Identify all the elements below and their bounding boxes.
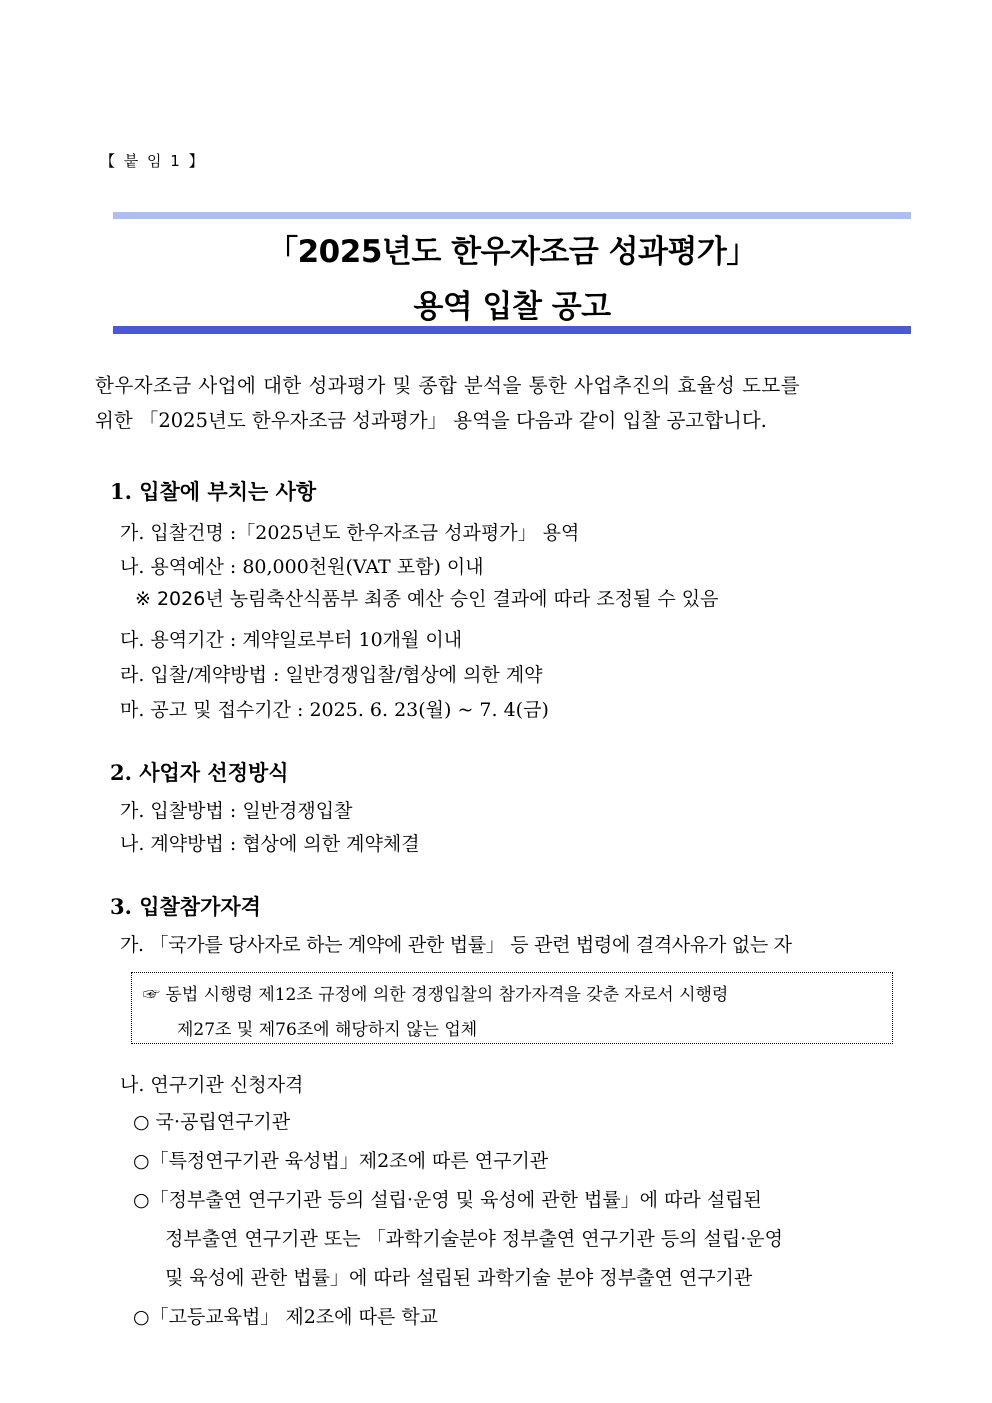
list-item: ○「특정연구기관 육성법」제2조에 따른 연구기관 — [133, 1150, 549, 1172]
list-item: ○ 국·공립연구기관 — [133, 1111, 291, 1133]
intro-line1: 한우자조금 사업에 대한 성과평가 및 종합 분석을 통한 사업추진의 효율성 도모를 — [95, 374, 801, 397]
section3-heading: 3. 입찰참가자격 — [110, 894, 261, 919]
intro-line2: 위한 「2025년도 한우자조금 성과평가」 용역을 다음과 같이 입찰 공고합니다. — [95, 409, 767, 432]
page-title-line2: 용역 입찰 공고 — [413, 289, 611, 325]
attachment-label: 【 붙 임 1 】 — [100, 152, 206, 170]
section3-item-ga: 가. 「국가를 당사자로 하는 계약에 관한 법률」 등 관련 법령에 결격사유가 없는 자 — [120, 934, 792, 956]
budget-note: ※ 2026년 농림축산식품부 최종 예산 승인 결과에 따라 조정될 수 있음 — [135, 588, 719, 610]
section1-item-da: 다. 용역기간 : 계약일로부터 10개월 이내 — [120, 629, 463, 651]
section1-item-ra: 라. 입찰/계약방법 : 일반경쟁입찰/협상에 의한 계약 — [120, 664, 543, 686]
list-item-continuation: 정부출연 연구기관 또는 「과학기술분야 정부출연 연구기관 등의 설립·운영 — [165, 1228, 783, 1250]
section2-heading: 2. 사업자 선정방식 — [110, 760, 289, 785]
title-bar-top — [113, 212, 911, 219]
list-item: ○「고등교육법」 제2조에 따른 학교 — [133, 1306, 439, 1328]
list-item: ○「정부출연 연구기관 등의 설립·운영 및 육성에 관한 법률」에 따라 설립된 — [133, 1189, 762, 1211]
note-box-line2: 제27조 및 제76조에 해당하지 않는 업체 — [177, 1020, 478, 1040]
section1-item-ga: 가. 입찰건명 :「2025년도 한우자조금 성과평가」 용역 — [120, 522, 580, 544]
section1-item-ma: 마. 공고 및 접수기간 : 2025. 6. 23(월) ~ 7. 4(금) — [120, 699, 549, 721]
section1-heading: 1. 입찰에 부치는 사항 — [110, 479, 317, 504]
page-title-line1: 「2025년도 한우자조금 성과평가」 — [267, 234, 757, 270]
list-item-continuation: 및 육성에 관한 법률」에 따라 설립된 과학기술 분야 정부출연 연구기관 — [165, 1267, 753, 1289]
title-bar-bottom — [113, 326, 911, 334]
section3-item-na: 나. 연구기관 신청자격 — [120, 1074, 304, 1096]
section2-item-na: 나. 계약방법 : 협상에 의한 계약체결 — [120, 833, 420, 855]
note-box-line1: ☞ 동법 시행령 제12조 규정에 의한 경쟁입찰의 참가자격을 갖춘 자로서 시행령 — [143, 985, 729, 1005]
section2-item-ga: 가. 입찰방법 : 일반경쟁입찰 — [120, 800, 353, 822]
section1-item-na: 나. 용역예산 : 80,000천원(VAT 포함) 이내 — [120, 556, 484, 578]
